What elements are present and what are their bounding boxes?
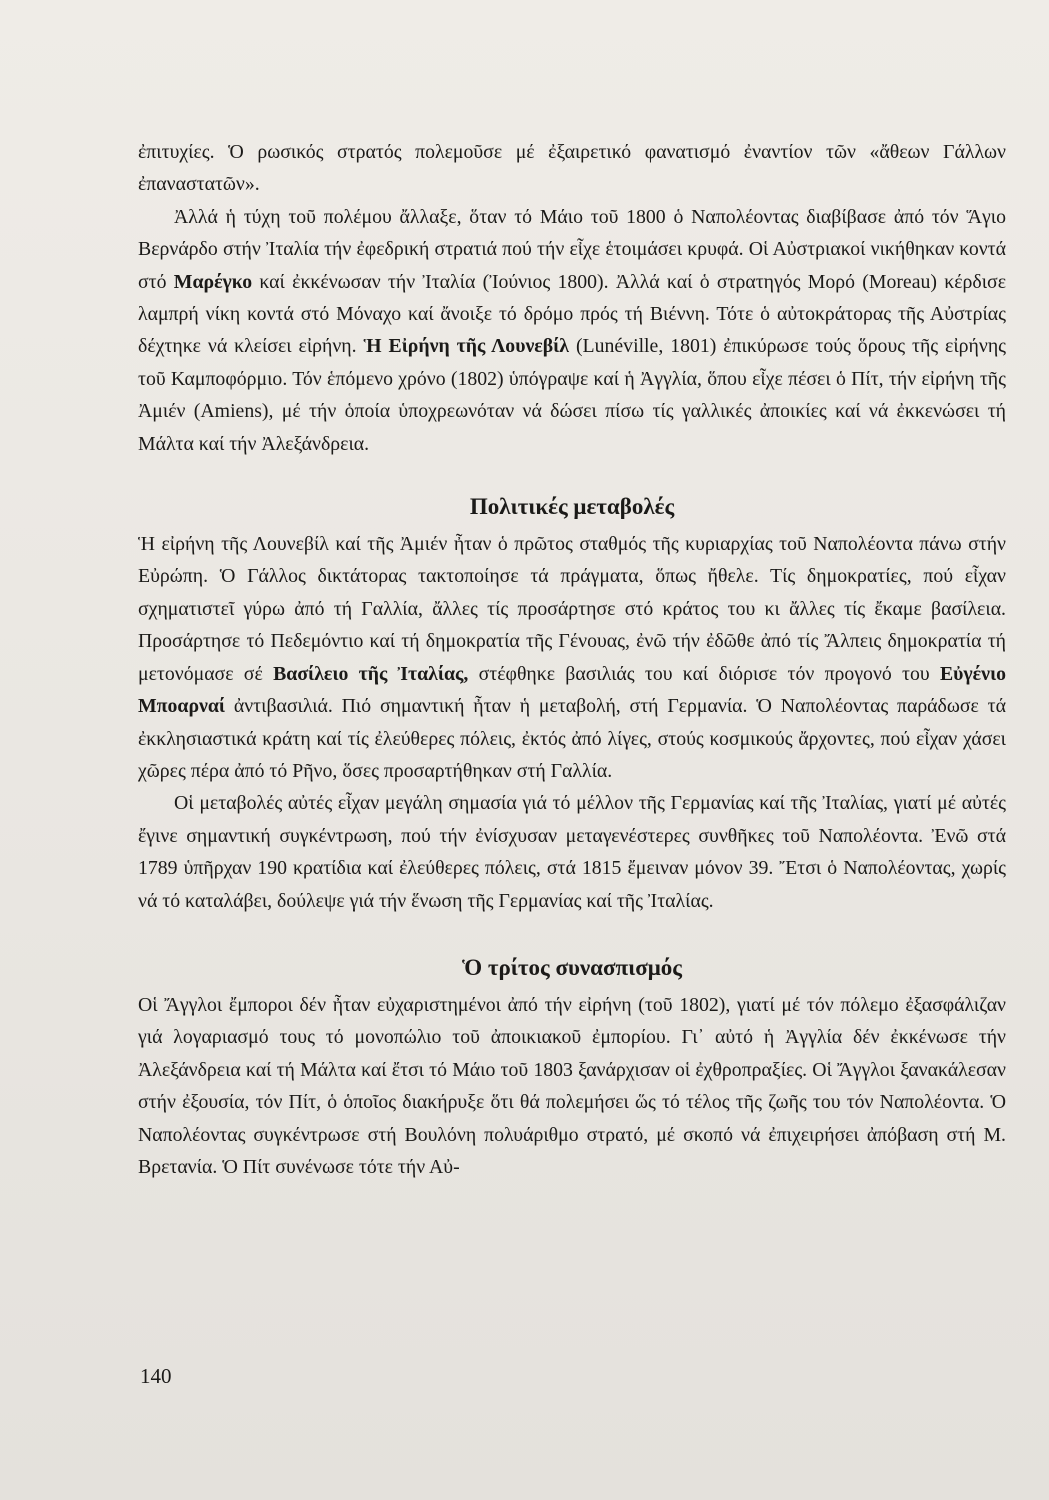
text-run: στέφθηκε βασιλιάς του καί διόρισε τόν προγονό του	[468, 662, 940, 685]
section-heading-third-coalition: Ὁ τρίτος συνασπισμός	[461, 954, 683, 980]
page-body	[138, 136, 1006, 1183]
text-run: ἀντιβασιλιά. Πιό σημαντική ἦταν ἡ μεταβολή, στή Γερμανία. Ὁ Ναπολέοντας παράδωσε τά ἐκκλησιαστικά κράτη καί τίς ἐλεύθερες πόλεις, ἐκτός ἀπό λίγες, στούς κοσμικούς ἄρχοντες, πού εἶχαν χάσει χῶρες πέρα ἀπό τό Ρῆνο, ὅσες προσαρτήθηκαν στή Γαλλία.	[138, 695, 1006, 782]
page-number: 140	[140, 1364, 172, 1388]
paragraph-intro: ἐπιτυχίες. Ὁ ρωσικός στρατός πολεμοῦσε μέ ἐξαιρετικό φανατισμό ἐναντίον τῶν «ἄθεων Γάλλων ἐπαναστατῶν».	[138, 141, 1006, 196]
paragraph-marengo	[138, 201, 1006, 460]
paragraph-third-coalition: Οἱ Ἄγγλοι ἔμποροι δέν ἦταν εὐχαριστημένοι ἀπό τήν εἰρήνη (τοῦ 1802), γιατί μέ τόν πόλεμο ἐξασφάλιζαν γιά λογαριασμό τους τό μονοπώλιο τοῦ ἀποικιακοῦ ἐμπορίου. Γι᾽ αὐτό ἡ Ἀγγλία δέν ἐκκένωσε τήν Ἀλεξάνδρεια καί τή Μάλτα καί ἔτσι τό Μάιο τοῦ 1803 ξανάρχισαν οἱ ἐχθροπραξίες. Οἱ Ἄγγλοι ξανακάλεσαν στήν ἐξουσία, τόν Πίτ, ὁ ὁποῖος διακήρυξε ὅτι θά πολεμήσει ὥς τό τέλος τῆς ζωῆς του τόν Ναπολέοντα. Ὁ Ναπολέοντας συγκέντρωσε στή Βουλόνη πολυάριθμο στρατό, μέ σκοπό νά ἐπιχειρήσει ἀπόβαση στή Μ. Βρετανία. Ὁ Πίτ συνένωσε τότε τήν Αὐ-	[138, 993, 1006, 1178]
text-run: καί ἐκκένωσαν τήν Ἰταλία (Ἰούνιος 1800). Ἀλλά καί ὁ στρατηγός Μορό (Moreau) κέρδισε λαμπρή νίκη κοντά στό Μόναχο καί ἄνοιξε τό δρόμο πρός τή Βιέννη. Τότε ὁ αὐτοκράτορας τῆς Αὐστρίας δέχτηκε νά κλείσει εἰρήνη.	[138, 270, 1007, 358]
bold-term-kingdom-italy: Βασίλειο τῆς Ἰταλίας,	[273, 662, 469, 685]
bold-term-marengo: Μαρέγκο	[173, 270, 253, 293]
bold-term-luneville: Ἡ Εἰρήνη τῆς Λουνεβίλ	[363, 335, 570, 358]
section-heading-political: Πολιτικές μεταβολές	[469, 494, 675, 520]
text-run: (Lunéville, 1801) ἐπικύρωσε τούς ὅρους τῆς εἰρήνης τοῦ Καμποφόρμιο. Τόν ἑπόμενο χρόνο (1802) ὑπόγραψε καί ἡ Ἀγγλία, ὅπου εἶχε πέσει ὁ Πίτ, τήν εἰρήνη τῆς Ἀμιέν (Amiens), μέ τήν ὁποία ὑποχρεωνόταν νά δώσει πίσω τίς γαλλικές ἀποικίες καί νά ἐκκενώσει τή Μάλτα καί τήν Ἀλεξάνδρεια.	[138, 335, 1007, 455]
bold-term-beauharnais: Εὐγένιο Μποαρναί	[138, 662, 1006, 718]
paragraph-significance: Οἱ μεταβολές αὐτές εἶχαν μεγάλη σημασία γιά τό μέλλον τῆς Γερμανίας καί τῆς Ἰταλίας, γιατί μέ αὐτές ἔγινε σημαντική συγκέντρωση, πού τήν ἐνίσχυσαν μεταγενέστερες συνθῆκες τοῦ Ναπολέοντα. Ἐνῶ στά 1789 ὑπῆρχαν 190 κρατίδια καί ἐλεύθερες πόλεις, στά 1815 ἔμειναν μόνον 39. Ἔτσι ὁ Ναπολέοντας, χωρίς νά τό καταλάβει, δούλεψε γιά τήν ἕνωση τῆς Γερμανίας καί τῆς Ἰταλίας.	[138, 792, 1006, 912]
text-run: Ἡ εἰρήνη τῆς Λουνεβίλ καί τῆς Ἀμιέν ἦταν ὁ πρῶτος σταθμός τῆς κυριαρχίας τοῦ Ναπολέοντα πάνω στήν Εὐρώπη. Ὁ Γάλλος δικτάτορας τακτοποίησε τά πράγματα, ὅπως ἤθελε. Τίς δημοκρατίες, πού εἶχαν σχηματιστεῖ γύρω ἀπό τή Γαλλία, ἄλλες τίς προσάρτησε στό κράτος του κι ἄλλες τίς ἔκαμε βασίλεια. Προσάρτησε τό Πεδεμόντιο καί τή δημοκρατία τῆς Γένουας, ἐνῶ τήν ἐδῶθε ἀπό τίς Ἄλπεις δημοκρατία τή μετονόμασε σέ	[138, 533, 1006, 685]
paragraph-political-changes	[138, 528, 1006, 787]
text-run: Ἀλλά ἡ τύχη τοῦ πολέμου ἄλλαξε, ὅταν τό Μάιο τοῦ 1800 ὁ Ναπολέοντας διαβίβασε ἀπό τόν Ἅγιο Βερνάρδο στήν Ἰταλία τήν ἐφεδρική στρατιά πού τήν εἶχε ἑτοιμάσει κρυφά. Οἱ Αὐστριακοί νικήθηκαν κοντά στό	[138, 205, 1006, 293]
